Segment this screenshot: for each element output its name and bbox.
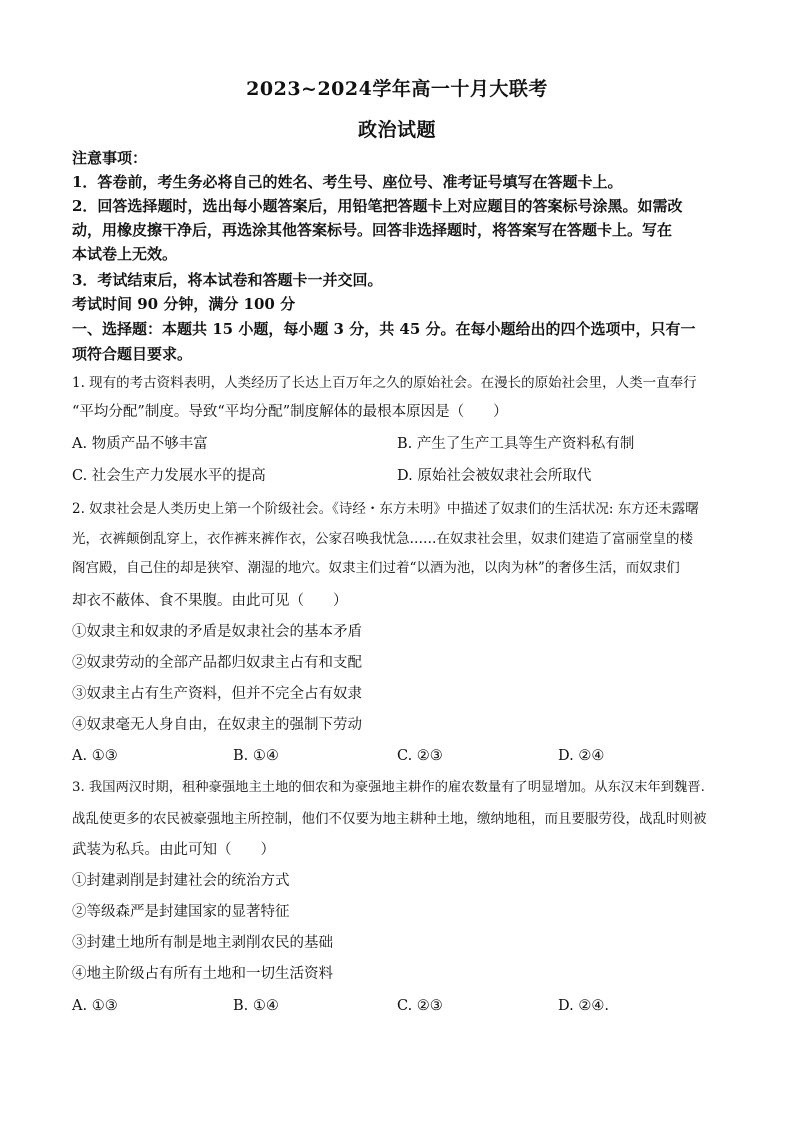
question-3-option-b: B. ①④ [233,998,279,1014]
note-item-1: 1．答卷前，考生务必将自己的姓名、考生号、座位号、准考证号填写在答题卡上。 [72,173,623,191]
note-item-2-line-1: 2．回答选择题时，选出每小题答案后，用铅笔把答题卡上对应题目的答案标号涂黑。如需改 [72,197,683,215]
question-1-line-2: “平均分配”制度。导致“平均分配”制度解体的最根本原因是（ ） [72,404,508,420]
question-3-option-c: C. ②③ [397,998,443,1014]
question-1-line-1: 1. 现有的考古资料表明，人类经历了长达上百万年之久的原始社会。在漫长的原始社会里，人类一直奉行 [72,375,697,391]
question-2-line-3: 阁宫殿，自己住的却是狭窄、潮湿的地穴。奴隶主们过着“以酒为池，以肉为林”的奢侈生活，而奴隶们 [72,560,680,576]
section-heading-line-2: 项符合题目要求。 [72,345,193,363]
question-1-option-c: C. 社会生产力发展水平的提高 [72,468,266,484]
question-3-option-d: D. ②④. [558,998,609,1014]
question-2-line-2: 光，衣裤颠倒乱穿上，衣作裤来裤作衣，公家召唤我忧急……在奴隶社会里，奴隶们建造了富丽堂皇的楼 [72,531,693,547]
question-2-option-d: D. ②④ [558,748,605,764]
subject-title: 政治试题 [357,119,436,141]
note-item-2-line-3: 本试卷上无效。 [72,245,178,263]
question-2-statement-1: ①奴隶主和奴隶的矛盾是奴隶社会的基本矛盾 [72,624,362,640]
question-2-option-a: A. ①③ [72,748,118,764]
question-3-statement-3: ③封建土地所有制是地主剥削农民的基础 [72,935,333,951]
notes-heading: 注意事项： [72,149,148,167]
question-2-statement-4: ④奴隶毫无人身自由，在奴隶主的强制下劳动 [72,717,362,733]
exam-time: 考试时间 90 分钟，满分 100 分 [72,295,296,313]
question-3-statement-2: ②等级森严是封建国家的显著特征 [72,904,290,920]
question-2-option-b: B. ①④ [233,748,279,764]
question-2-statement-3: ③奴隶主占有生产资料，但并不完全占有奴隶 [72,686,362,702]
question-3-line-1: 3. 我国两汉时期，租种豪强地主土地的佃农和为豪强地主耕作的雇农数量有了明显增加。从东汉末年到魏晋. [72,780,705,795]
question-2-line-4: 却衣不蔽体、食不果腹。由此可见（ ） [72,593,348,609]
question-2-option-c: C. ②③ [397,748,443,764]
question-3-line-3: 武装为私兵。由此可知（ ） [72,842,275,858]
question-1-option-b: B. 产生了生产工具等生产资料私有制 [397,436,635,452]
question-3-statement-1: ①封建剥削是封建社会的统治方式 [72,873,290,889]
question-3-statement-4: ④地主阶级占有所有土地和一切生活资料 [72,966,333,982]
note-item-3: 3．考试结束后，将本试卷和答题卡一并交回。 [72,271,383,289]
question-1-option-a: A. 物质产品不够丰富 [72,436,208,452]
question-3-option-a: A. ①③ [72,998,118,1014]
question-2-line-1: 2. 奴隶社会是人类历史上第一个阶级社会。《诗经・东方未明》中描述了奴隶们的生活状况: 东方还未露曙 [72,501,699,517]
exam-title: 2023~2024学年高一十月大联考 [246,78,548,100]
question-2-statement-2: ②奴隶劳动的全部产品都归奴隶主占有和支配 [72,655,362,671]
question-3-line-2: 战乱使更多的农民被豪强地主所控制，他们不仅要为地主耕种土地，缴纳地租，而且要服劳役，战乱时则被 [72,811,707,827]
section-heading-line-1: 一、选择题：本题共 15 小题，每小题 3 分，共 45 分。在每小题给出的四个选项中，只有一 [72,320,696,338]
note-item-2-line-2: 动，用橡皮擦干净后，再选涂其他答案标号。回答非选择题时，将答案写在答题卡上。写在 [72,221,673,239]
question-1-option-d: D. 原始社会被奴隶社会所取代 [397,468,592,484]
